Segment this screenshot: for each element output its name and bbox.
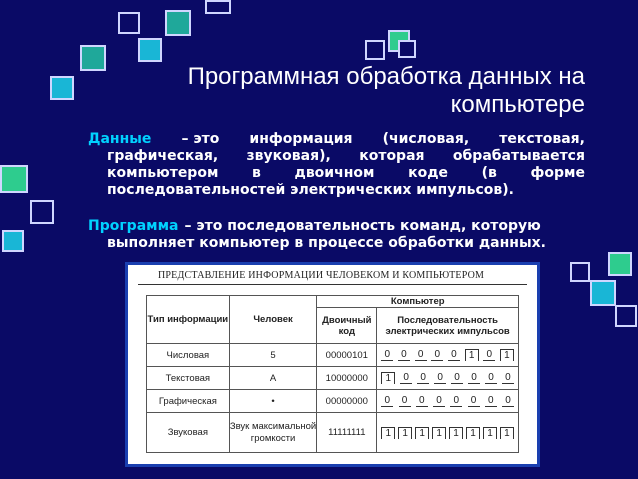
decor-square xyxy=(615,305,637,327)
paragraph-line xyxy=(88,182,585,199)
cell-human: Звук максимальной громкости xyxy=(229,413,317,453)
pulse-bit: 0 xyxy=(450,395,462,407)
representation-table-figure xyxy=(125,262,540,467)
cell-pulses xyxy=(377,413,519,453)
pulse-bit: 1 xyxy=(500,349,514,361)
pulse-bit: 1 xyxy=(415,427,429,439)
pulse-bit: 0 xyxy=(417,372,429,384)
cell-pulses xyxy=(377,344,519,367)
pulse-bit: 0 xyxy=(483,349,495,361)
table-row xyxy=(147,367,519,390)
cell-code: 10000000 xyxy=(317,367,377,390)
pulse-bit: 0 xyxy=(468,372,480,384)
pulse-bit: 0 xyxy=(468,395,480,407)
cell-type: Текстовая xyxy=(147,367,230,390)
table-row xyxy=(147,390,519,413)
decor-square xyxy=(165,10,191,36)
pulse-bit: 0 xyxy=(415,349,427,361)
text-word: обрабатывается xyxy=(452,148,585,164)
header-pulse-sequence: Последовательность электрических импульсов xyxy=(377,308,519,344)
decor-square xyxy=(118,12,140,34)
text-word: текстовая, xyxy=(499,131,585,147)
pulse-bit: 0 xyxy=(433,395,445,407)
program-definition-paragraph xyxy=(88,218,585,252)
table-row xyxy=(147,413,519,453)
cell-human: • xyxy=(229,390,317,413)
pulse-bits xyxy=(377,372,518,384)
pulse-bit: 0 xyxy=(398,349,410,361)
slide-title xyxy=(95,63,585,119)
text-line: выполняет компьютер в процессе обработки данных. xyxy=(107,235,546,251)
header-binary-code: Двоичный код xyxy=(317,308,377,344)
pulse-bit: 1 xyxy=(466,427,480,439)
decor-square xyxy=(590,280,616,306)
header-type: Тип информации xyxy=(147,296,230,344)
text-line: – это последовательность команд, которую xyxy=(184,218,541,234)
decor-square xyxy=(570,262,590,282)
text-word: компьютером xyxy=(107,165,219,181)
paragraph-line xyxy=(88,235,585,252)
decor-square xyxy=(365,40,385,60)
decor-square xyxy=(138,38,162,62)
pulse-bit: 0 xyxy=(485,395,497,407)
cell-pulses xyxy=(377,367,519,390)
pulse-bit: 0 xyxy=(448,349,460,361)
pulse-bits xyxy=(377,395,518,407)
text-word: информация xyxy=(249,131,353,147)
text-line: последовательностей электрических импульсов). xyxy=(107,182,514,198)
cell-human: 5 xyxy=(229,344,317,367)
text-word: (в xyxy=(481,165,497,181)
pulse-bit: 1 xyxy=(465,349,479,361)
decor-square xyxy=(608,252,632,276)
pulse-bit: 0 xyxy=(381,395,393,407)
pulse-bit: 0 xyxy=(502,395,514,407)
text-word: графическая, xyxy=(107,148,219,164)
table-row xyxy=(147,344,519,367)
text-word: форме xyxy=(530,165,585,181)
pulse-bit: 1 xyxy=(398,427,412,439)
decor-square xyxy=(0,165,28,193)
pulse-bit: 1 xyxy=(381,372,395,384)
text-word: (числовая, xyxy=(382,131,470,147)
header-computer: Компьютер xyxy=(317,296,519,308)
cell-human: А xyxy=(229,367,317,390)
pulse-bit: 0 xyxy=(485,372,497,384)
decor-square xyxy=(50,76,74,100)
term-data: Данные xyxy=(88,131,152,147)
cell-type: Графическая xyxy=(147,390,230,413)
pulse-bits xyxy=(377,427,518,439)
pulse-bit: 0 xyxy=(431,349,443,361)
cell-code: 00000101 xyxy=(317,344,377,367)
paragraph-line xyxy=(88,148,585,165)
representation-table xyxy=(146,295,519,453)
pulse-bits xyxy=(377,349,518,361)
data-definition-paragraph xyxy=(88,131,585,199)
text-word: – это xyxy=(181,131,220,147)
pulse-bit: 1 xyxy=(500,427,514,439)
header-human: Человек xyxy=(229,296,317,344)
text-word: которая xyxy=(359,148,425,164)
decor-square xyxy=(2,230,24,252)
decor-square xyxy=(30,200,54,224)
text-word: двоичном xyxy=(294,165,375,181)
paragraph-line xyxy=(88,165,585,182)
pulse-bit: 1 xyxy=(432,427,446,439)
decor-square xyxy=(398,40,416,58)
cell-type: Числовая xyxy=(147,344,230,367)
pulse-bit: 1 xyxy=(483,427,497,439)
pulse-bit: 1 xyxy=(449,427,463,439)
paragraph-line xyxy=(88,131,585,148)
cell-type: Звуковая xyxy=(147,413,230,453)
cell-code: 11111111 xyxy=(317,413,377,453)
pulse-bit: 0 xyxy=(416,395,428,407)
slide-title-line2: компьютере xyxy=(450,91,585,118)
text-word: в xyxy=(252,165,261,181)
term-program: Программа xyxy=(88,218,179,234)
pulse-bit: 0 xyxy=(381,349,393,361)
pulse-bit: 0 xyxy=(502,372,514,384)
decor-square xyxy=(205,0,231,14)
cell-pulses xyxy=(377,390,519,413)
pulse-bit: 1 xyxy=(381,427,395,439)
pulse-bit: 0 xyxy=(434,372,446,384)
caption-divider xyxy=(138,284,527,285)
pulse-bit: 0 xyxy=(451,372,463,384)
table-caption: ПРЕДСТАВЛЕНИЕ ИНФОРМАЦИИ ЧЕЛОВЕКОМ И КОМПЬЮТЕРОМ xyxy=(158,270,485,281)
cell-code: 00000000 xyxy=(317,390,377,413)
pulse-bit: 0 xyxy=(399,395,411,407)
paragraph-line xyxy=(88,218,585,235)
slide-title-line1: Программная обработка данных на xyxy=(187,63,585,90)
text-word: звуковая), xyxy=(246,148,331,164)
pulse-bit: 0 xyxy=(400,372,412,384)
text-word: коде xyxy=(408,165,449,181)
